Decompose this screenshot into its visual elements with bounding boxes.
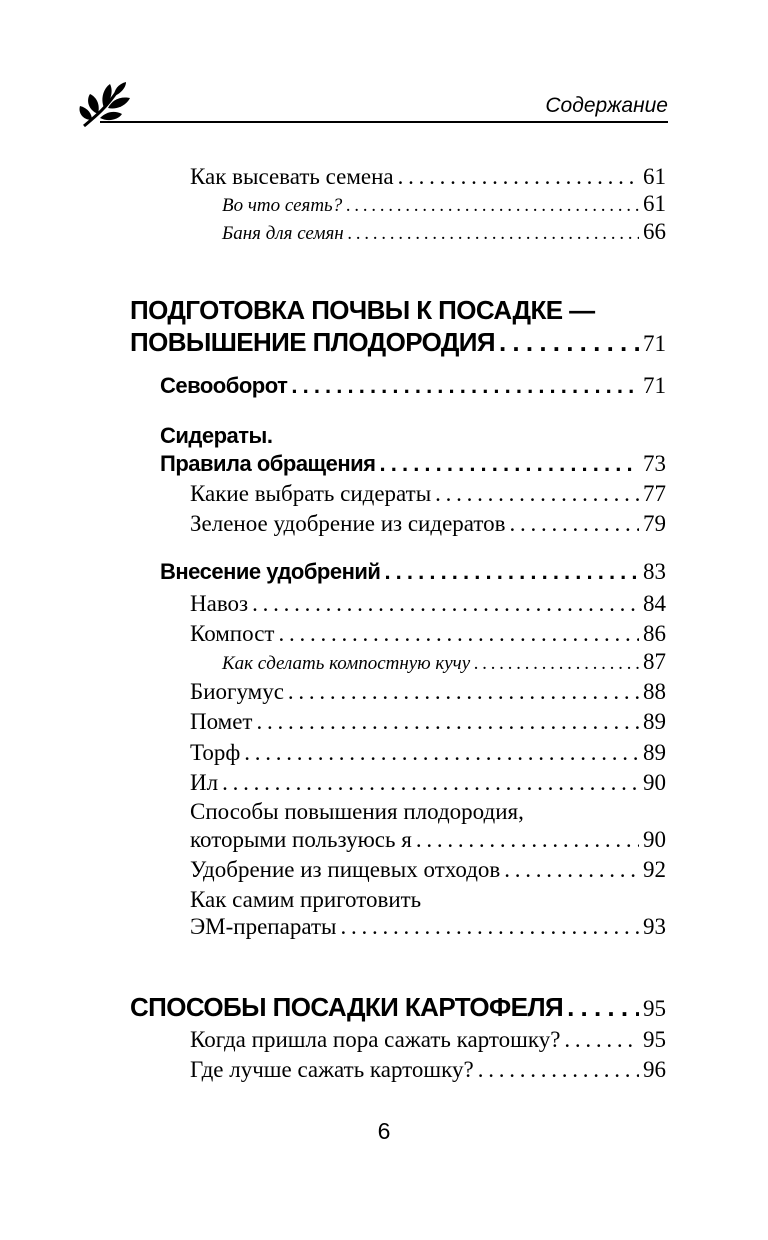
leader-dots [340,913,639,941]
leader-dots [278,620,639,648]
toc-section-entry [160,558,666,586]
toc-entry [190,510,666,538]
leader-dots [510,510,640,538]
toc-entry-page: 61 [643,164,666,189]
leader-dots [398,163,639,191]
toc-entry-title: Торф [190,740,241,765]
toc-entry-title: Где лучше сажать картошку? [190,1057,474,1082]
toc-entry-page: 61 [643,191,666,216]
toc-entry-page: 92 [643,857,666,882]
toc-entry-page: 77 [643,481,666,506]
toc-entry-line: Способы повышения плодородия, [190,799,524,824]
toc-entry-page: 83 [643,559,666,584]
leader-dots [416,826,639,854]
leader-dots [252,590,639,618]
toc-entry-page: 71 [643,373,666,398]
toc-entry-title: Севооборот [160,373,288,398]
leader-dots [384,558,639,586]
toc-entry [190,480,666,508]
toc-entry-page: 95 [643,1027,666,1052]
toc-entry-page: 93 [643,914,666,939]
toc-entry-page: 90 [643,770,666,795]
toc-entry-title: Правила обращения [160,451,376,476]
toc-chapter-entry [130,993,666,1023]
toc-entry-title: Зеленое удобрение из сидератов [190,511,506,536]
leader-dots [222,769,639,797]
toc-entry-page: 84 [643,591,666,616]
leader-dots [291,372,639,400]
running-header-title: Содержание [545,94,668,117]
toc-entry-title: Как высевать семена [190,164,394,189]
toc-entry-page: 86 [643,621,666,646]
toc-entry-title: Какие выбрать сидераты [190,481,432,506]
toc-entry-page: 71 [643,331,666,356]
toc-entry-page: 96 [643,1057,666,1082]
toc-chapter-entry [130,328,666,358]
leader-dots [478,1056,639,1084]
section-title-line: Сидераты. [160,423,273,448]
toc-entry-title: СПОСОБЫ ПОСАДКИ КАРТОФЕЛЯ [130,992,564,1022]
header-rule [100,121,668,123]
leader-dots [257,708,640,736]
toc-entry-title: Как сделать компостную кучу [222,653,471,674]
toc-entry [190,769,666,797]
toc-entry-page: 90 [643,827,666,852]
leader-dots [348,220,639,248]
leader-dots [564,1026,639,1054]
toc-entry [190,590,666,618]
toc-entry-page: 79 [643,511,666,536]
leader-dots [567,993,639,1021]
toc-entry-page: 66 [643,219,666,244]
toc-entry-title: Баня для семян [222,223,344,244]
leader-dots [435,480,639,508]
toc-entry [190,913,666,941]
leader-dots [244,739,639,767]
toc-entry-title: Ил [190,770,219,795]
toc-entry-title: Когда пришла пора сажать картошку? [190,1027,561,1052]
toc-entry [190,678,666,706]
toc-entry-title: ПОВЫШЕНИЕ ПЛОДОРОДИЯ [130,327,495,357]
toc-entry [222,218,666,248]
leader-dots [474,650,639,678]
toc-entry-title: Компост [190,621,275,646]
toc-entry [190,1026,666,1054]
toc-entry-title: ЭМ-препараты [190,914,337,939]
toc-entry [222,648,666,678]
toc-section-entry [160,450,666,478]
page-number: 6 [377,1118,391,1144]
toc-entry [190,708,666,736]
toc-section-entry [160,372,666,400]
toc-entry-page: 73 [643,451,666,476]
toc-entry [190,826,666,854]
leader-dots [288,678,639,706]
toc-entry [222,190,666,220]
toc-entry-title: Во что сеять? [222,195,343,216]
toc-entry-title: которыми пользуюсь я [190,827,412,852]
toc-entry-title: Помет [190,709,253,734]
toc-entry-line: Как самим приготовить [190,887,422,912]
toc-entry [190,739,666,767]
toc-entry-title: Навоз [190,591,249,616]
leader-dots [346,192,639,220]
toc-entry-page: 95 [643,996,666,1021]
toc-entry-page: 88 [643,679,666,704]
toc-entry-title: Биогумус [190,679,284,704]
toc-entry-page: 89 [643,709,666,734]
toc-entry [190,163,666,191]
toc-entry-page: 89 [643,740,666,765]
toc-entry [190,620,666,648]
toc-entry-title: Удобрение из пищевых отходов [190,857,501,882]
page-header [0,0,768,130]
leader-dots [504,856,639,884]
toc-entry-title: Внесение удобрений [160,559,381,584]
leader-dots [380,450,639,478]
toc-entry [190,856,666,884]
toc-entry [190,1056,666,1084]
toc-entry-page: 87 [643,649,666,674]
chapter-title-line: ПОДГОТОВКА ПОЧВЫ К ПОСАДКЕ — [130,295,595,325]
leader-dots [499,328,639,356]
